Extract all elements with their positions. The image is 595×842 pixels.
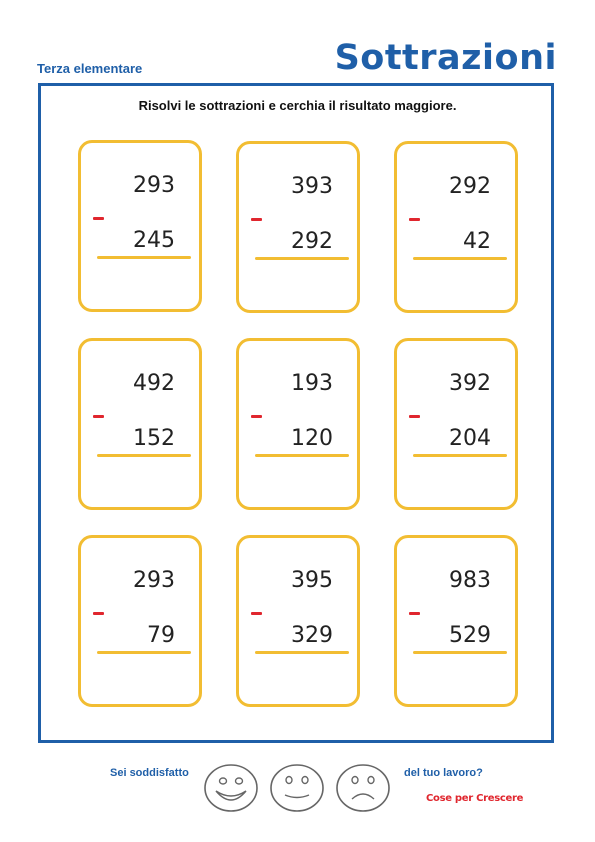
- minus-sign: [409, 612, 420, 615]
- subtrahend: 152: [133, 426, 175, 451]
- brand-logo: Cose per Crescere: [426, 793, 524, 804]
- subtrahend: 204: [449, 426, 491, 451]
- minus-sign: [93, 612, 104, 615]
- subtraction-card-3: [394, 141, 518, 313]
- minuend: 292: [449, 174, 491, 199]
- minus-sign: [251, 218, 262, 221]
- self-assessment-question-end: del tuo lavoro?: [404, 767, 483, 779]
- minuend: 393: [291, 174, 333, 199]
- minus-sign: [409, 218, 420, 221]
- answer-line: [255, 454, 349, 457]
- subtrahend: 329: [291, 623, 333, 648]
- minus-sign: [251, 415, 262, 418]
- minuend: 293: [133, 568, 175, 593]
- minuend: 983: [449, 568, 491, 593]
- subtraction-card-7: [78, 535, 202, 707]
- subtraction-card-2: [236, 141, 360, 313]
- minus-sign: [93, 217, 104, 220]
- subtrahend: 79: [147, 623, 175, 648]
- minus-sign: [251, 612, 262, 615]
- answer-line: [255, 651, 349, 654]
- subtrahend: 292: [291, 229, 333, 254]
- answer-line: [97, 454, 191, 457]
- subtrahend: 529: [449, 623, 491, 648]
- subtraction-card-8: [236, 535, 360, 707]
- self-assessment-question-start: Sei soddisfatto: [110, 767, 189, 779]
- subtraction-card-1: [78, 140, 202, 312]
- neutral-face-icon[interactable]: [269, 763, 325, 813]
- minus-sign: [93, 415, 104, 418]
- subtrahend: 245: [133, 228, 175, 253]
- answer-line: [97, 256, 191, 259]
- subtraction-card-9: [394, 535, 518, 707]
- answer-line: [255, 257, 349, 260]
- minuend: 492: [133, 371, 175, 396]
- minuend: 395: [291, 568, 333, 593]
- answer-line: [97, 651, 191, 654]
- page-title: Sottrazioni: [334, 38, 557, 78]
- subtraction-card-5: [236, 338, 360, 510]
- answer-line: [413, 651, 507, 654]
- grade-label: Terza elementare: [37, 61, 143, 76]
- minuend: 193: [291, 371, 333, 396]
- answer-line: [413, 454, 507, 457]
- happy-face-icon[interactable]: [203, 763, 259, 813]
- minuend: 293: [133, 173, 175, 198]
- subtraction-card-4: [78, 338, 202, 510]
- answer-line: [413, 257, 507, 260]
- subtrahend: 42: [463, 229, 491, 254]
- subtrahend: 120: [291, 426, 333, 451]
- minuend: 392: [449, 371, 491, 396]
- minus-sign: [409, 415, 420, 418]
- sad-face-icon[interactable]: [335, 763, 391, 813]
- instruction-text: Risolvi le sottrazioni e cerchia il risultato maggiore.: [138, 98, 457, 113]
- subtraction-card-6: [394, 338, 518, 510]
